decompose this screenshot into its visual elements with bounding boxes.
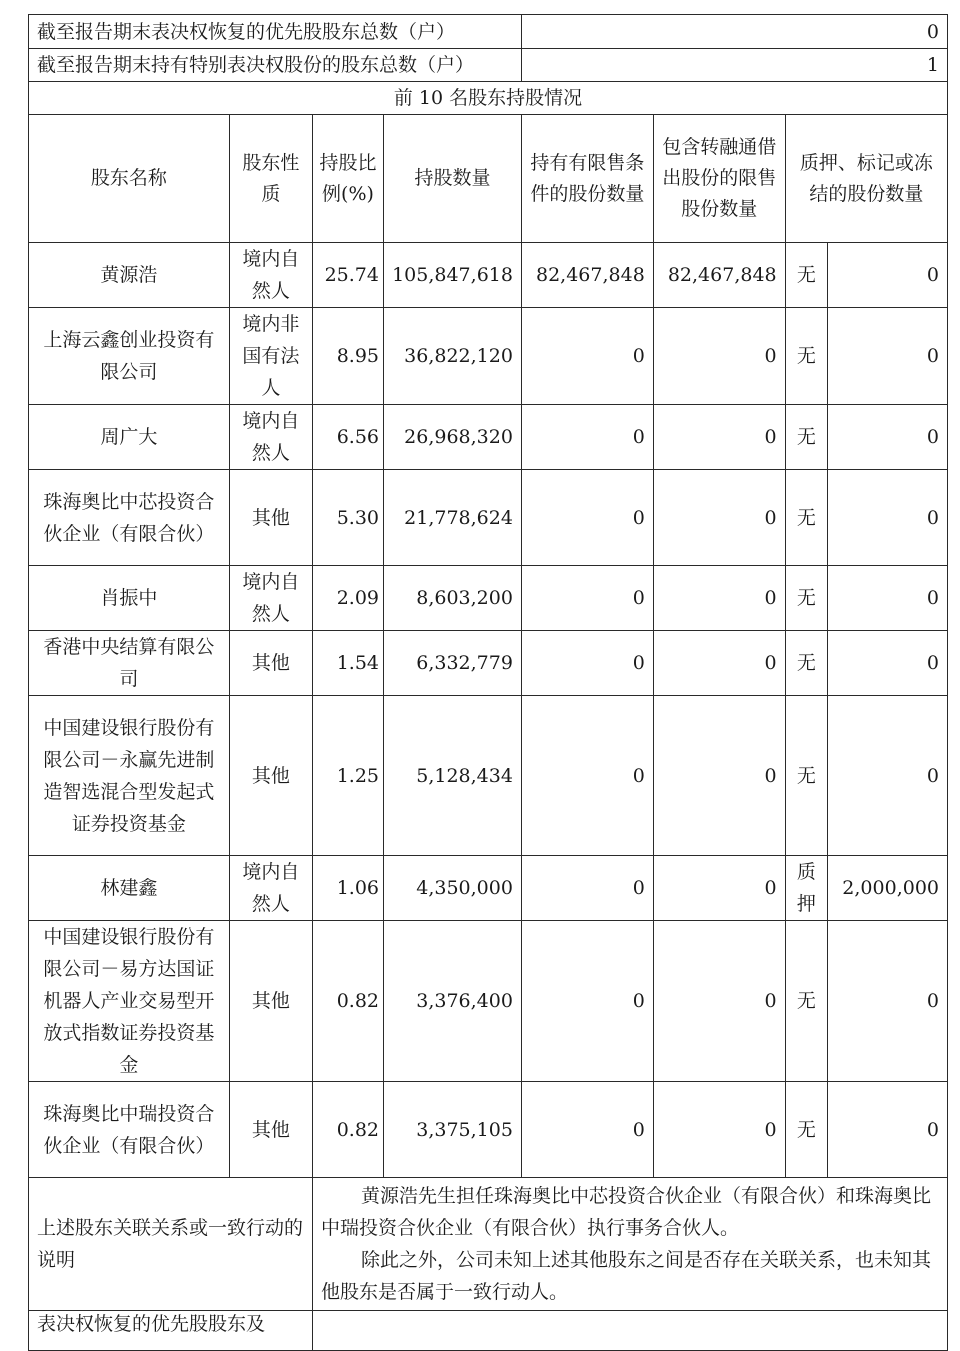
- pledge-quantity: 0: [828, 405, 948, 470]
- lent-shares: 0: [653, 566, 785, 631]
- holding-ratio: 8.95: [313, 308, 384, 405]
- pledge-status: 无: [785, 308, 828, 405]
- relation-paragraph: 黄源浩先生担任珠海奥比中芯投资合伙企业（有限合伙）和珠海奥比中瑞投资合伙企业（有限合伙）执行事务合伙人。: [321, 1185, 932, 1239]
- restricted-shares: 0: [521, 921, 653, 1082]
- table-row: [29, 405, 948, 470]
- holding-shares: 6,332,779: [384, 631, 522, 696]
- restricted-shares: 0: [521, 856, 653, 921]
- shareholder-nature: 其他: [229, 1082, 312, 1178]
- restricted-shares: 0: [521, 1082, 653, 1178]
- lent-shares: 0: [653, 308, 785, 405]
- table-row: [29, 856, 948, 921]
- holding-shares: 105,847,618: [384, 243, 522, 308]
- pledge-quantity: 0: [828, 308, 948, 405]
- header-shares: 持股数量: [384, 115, 522, 243]
- shareholder-name: 香港中央结算有限公司: [29, 631, 230, 696]
- restricted-shares: 0: [521, 696, 653, 856]
- holding-shares: 5,128,434: [384, 696, 522, 856]
- shareholder-name: 珠海奥比中瑞投资合伙企业（有限合伙）: [29, 1082, 230, 1178]
- pledge-status: 质押: [785, 856, 828, 921]
- header-name: 股东名称: [29, 115, 230, 243]
- pledge-quantity: 0: [828, 243, 948, 308]
- holding-shares: 3,376,400: [384, 921, 522, 1082]
- shareholder-name: 中国建设银行股份有限公司－永赢先进制造智选混合型发起式证券投资基金: [29, 696, 230, 856]
- table-row: [29, 470, 948, 566]
- top10-title: 前 10 名股东持股情况: [29, 82, 948, 115]
- shareholder-nature: 其他: [229, 631, 312, 696]
- shareholder-table: [28, 14, 948, 1351]
- holding-shares: 26,968,320: [384, 405, 522, 470]
- shareholder-nature: 境内非国有法人: [229, 308, 312, 405]
- shareholder-nature: 其他: [229, 696, 312, 856]
- holding-ratio: 1.06: [313, 856, 384, 921]
- shareholder-name: 珠海奥比中芯投资合伙企业（有限合伙）: [29, 470, 230, 566]
- shareholder-name: 林建鑫: [29, 856, 230, 921]
- table-row: [29, 921, 948, 1082]
- lent-shares: 0: [653, 856, 785, 921]
- relation-paragraph: 除此之外，公司未知上述其他股东之间是否存在关联关系，也未知其他股东是否属于一致行动人。: [321, 1249, 932, 1303]
- shareholder-name: 周广大: [29, 405, 230, 470]
- header-pledge: 质押、标记或冻结的股份数量: [785, 115, 947, 243]
- shareholder-name: 黄源浩: [29, 243, 230, 308]
- holding-ratio: 1.54: [313, 631, 384, 696]
- shareholder-name: 中国建设银行股份有限公司－易方达国证机器人产业交易型开放式指数证券投资基金: [29, 921, 230, 1082]
- pledge-status: 无: [785, 243, 828, 308]
- shareholder-nature: 其他: [229, 921, 312, 1082]
- holding-ratio: 0.82: [313, 1082, 384, 1178]
- shareholder-name: 肖振中: [29, 566, 230, 631]
- pledge-quantity: 0: [828, 696, 948, 856]
- trailing-row-label: 表决权恢复的优先股股东及: [29, 1311, 313, 1351]
- section-title-row: [29, 82, 948, 115]
- shareholder-nature: 境内自然人: [229, 566, 312, 631]
- shareholder-nature: 境内自然人: [229, 405, 312, 470]
- shareholder-name: 上海云鑫创业投资有限公司: [29, 308, 230, 405]
- restricted-shares: 0: [521, 631, 653, 696]
- header-ratio: 持股比例(%): [313, 115, 384, 243]
- pledge-quantity: 2,000,000: [828, 856, 948, 921]
- pledge-status: 无: [785, 631, 828, 696]
- holding-shares: 21,778,624: [384, 470, 522, 566]
- pledge-quantity: 0: [828, 631, 948, 696]
- shareholder-nature: 其他: [229, 470, 312, 566]
- relation-label: 上述股东关联关系或一致行动的说明: [29, 1178, 313, 1311]
- trailing-row: [29, 1311, 948, 1351]
- table-row: [29, 308, 948, 405]
- holding-ratio: 25.74: [313, 243, 384, 308]
- holding-shares: 8,603,200: [384, 566, 522, 631]
- lent-shares: 0: [653, 470, 785, 566]
- relation-description: [313, 1178, 948, 1311]
- restricted-shares: 0: [521, 308, 653, 405]
- table-row: [29, 1082, 948, 1178]
- table-row: [29, 696, 948, 856]
- restricted-shares: 0: [521, 405, 653, 470]
- holding-shares: 36,822,120: [384, 308, 522, 405]
- holding-ratio: 0.82: [313, 921, 384, 1082]
- pledge-status: 无: [785, 921, 828, 1082]
- lent-shares: 0: [653, 405, 785, 470]
- pledge-status: 无: [785, 470, 828, 566]
- shareholder-nature: 境内自然人: [229, 856, 312, 921]
- header-lent: 包含转融通借出股份的限售股份数量: [653, 115, 785, 243]
- header-nature: 股东性质: [229, 115, 312, 243]
- pledge-quantity: 0: [828, 921, 948, 1082]
- summary-label: 截至报告期末表决权恢复的优先股股东总数（户）: [29, 15, 522, 49]
- lent-shares: 0: [653, 921, 785, 1082]
- header-restricted: 持有有限售条件的股份数量: [521, 115, 653, 243]
- holding-shares: 4,350,000: [384, 856, 522, 921]
- holding-ratio: 2.09: [313, 566, 384, 631]
- summary-value: 1: [521, 49, 947, 82]
- pledge-status: 无: [785, 566, 828, 631]
- lent-shares: 0: [653, 1082, 785, 1178]
- pledge-status: 无: [785, 405, 828, 470]
- pledge-status: 无: [785, 1082, 828, 1178]
- holding-ratio: 5.30: [313, 470, 384, 566]
- holding-ratio: 6.56: [313, 405, 384, 470]
- pledge-quantity: 0: [828, 566, 948, 631]
- summary-row: [29, 15, 948, 49]
- holding-ratio: 1.25: [313, 696, 384, 856]
- shareholder-nature: 境内自然人: [229, 243, 312, 308]
- lent-shares: 0: [653, 696, 785, 856]
- pledge-status: 无: [785, 696, 828, 856]
- summary-row: [29, 49, 948, 82]
- pledge-quantity: 0: [828, 470, 948, 566]
- table-row: [29, 243, 948, 308]
- holding-shares: 3,375,105: [384, 1082, 522, 1178]
- lent-shares: 0: [653, 631, 785, 696]
- restricted-shares: 82,467,848: [521, 243, 653, 308]
- restricted-shares: 0: [521, 566, 653, 631]
- pledge-quantity: 0: [828, 1082, 948, 1178]
- restricted-shares: 0: [521, 470, 653, 566]
- header-row: [29, 115, 948, 243]
- summary-value: 0: [521, 15, 947, 49]
- relation-row: [29, 1178, 948, 1311]
- lent-shares: 82,467,848: [653, 243, 785, 308]
- table-row: [29, 566, 948, 631]
- trailing-row-value: [313, 1311, 948, 1351]
- table-row: [29, 631, 948, 696]
- summary-label: 截至报告期末持有特别表决权股份的股东总数（户）: [29, 49, 522, 82]
